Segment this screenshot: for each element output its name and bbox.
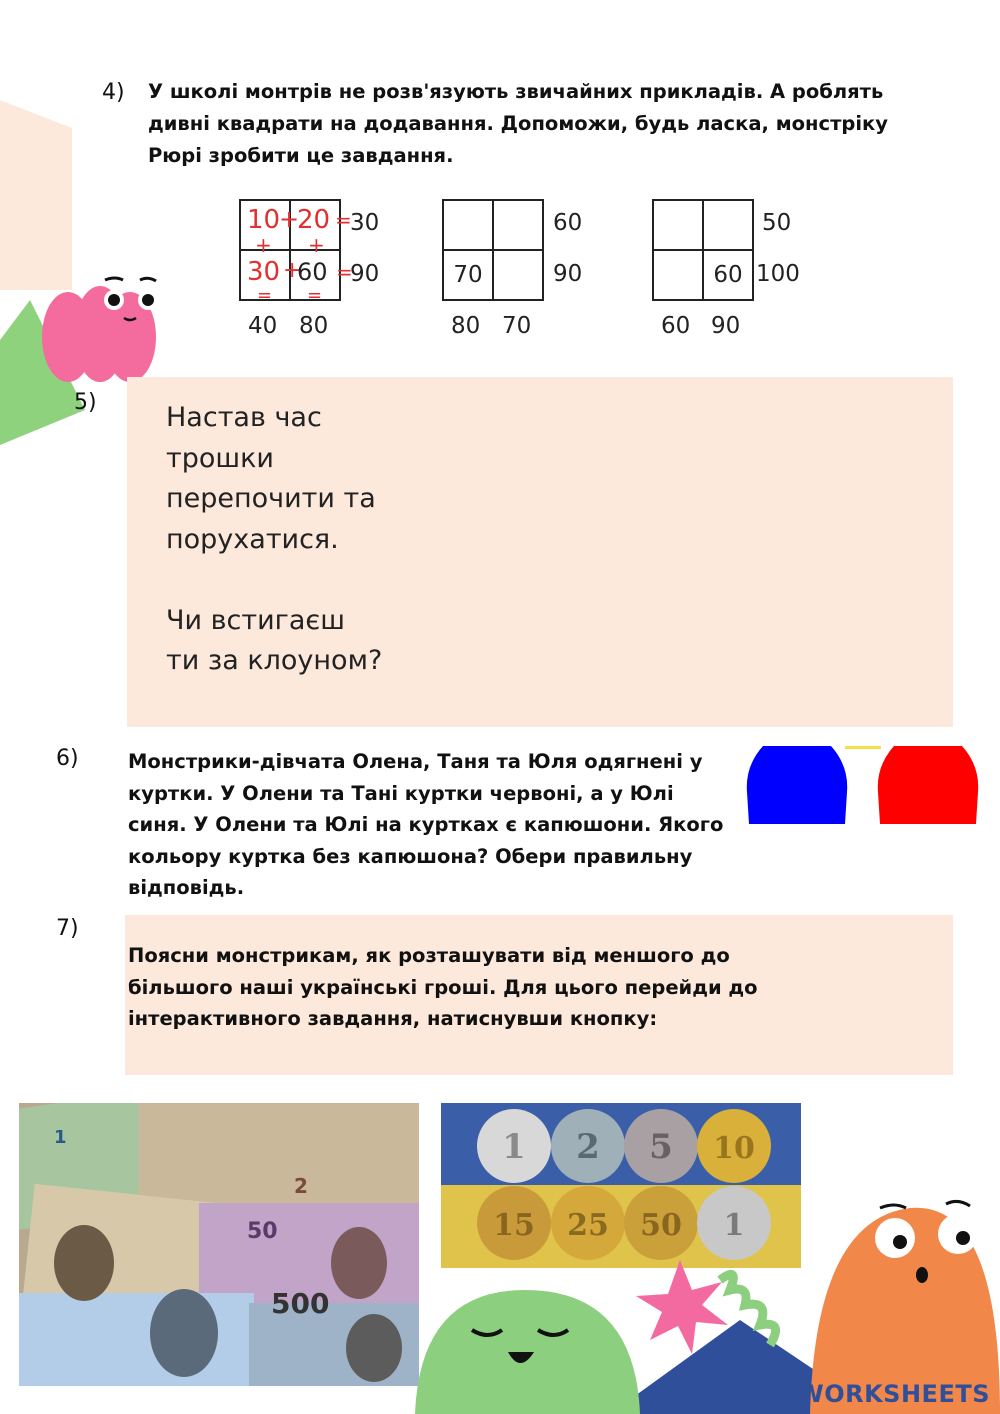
square-1-col-sum-2: 80: [299, 313, 329, 339]
square-1-plus-2: +: [283, 258, 302, 283]
question-7-text: Поясни монстрикам, як розташувати від меншого до більшого наші українські гроші. Для цього перейди до інтерактивного завдання, натиснувши кнопку:: [128, 944, 758, 1030]
square-2-cell-4[interactable]: [493, 250, 543, 300]
question-5-text: [166, 398, 382, 682]
question-4-number: 4): [102, 80, 125, 105]
square-1-equals-col-1: =: [257, 285, 273, 306]
square-3-col-sum-1: 60: [661, 313, 691, 339]
coin-15-label: 15: [493, 1208, 535, 1243]
square-1-plus-col-2: +: [308, 233, 325, 257]
coin-25-label: 25: [567, 1208, 609, 1243]
square-2-col-sum-2: 70: [502, 313, 532, 339]
square-1-cell-2: 20: [297, 205, 331, 235]
square-1-equals-1: =: [335, 208, 352, 232]
square-3-cell-4: 60: [703, 250, 753, 300]
coin-1-label: 1: [502, 1127, 526, 1167]
question-5-line-7: ти за клоуном?: [166, 645, 383, 676]
question-5-number: 5): [74, 390, 97, 415]
question-7-number: 7): [56, 916, 79, 941]
blue-answer-option[interactable]: [745, 746, 849, 824]
coin-10-label: 10: [713, 1131, 755, 1166]
blue-jacket-shape: [747, 746, 847, 824]
square-2-cell-3: 70: [443, 250, 493, 300]
square-2-cell-2[interactable]: [493, 200, 543, 250]
square-1-plus-1: +: [279, 205, 300, 233]
addition-square-2: [442, 199, 544, 301]
question-5-line-4: порухатися.: [166, 523, 339, 555]
square-1-equals-col-2: =: [307, 285, 323, 306]
square-3-row-sum-1: 50: [762, 210, 792, 236]
square-1-cell-1: 10: [247, 205, 281, 235]
square-1-equals-2: =: [336, 260, 353, 284]
square-3-cell-2[interactable]: [703, 200, 753, 250]
square-1-col-sum-1: 40: [248, 313, 278, 339]
liveworksheets-logo: LIVEWORKSHEETS: [736, 1380, 990, 1408]
question-4-text: У школі монтрів не розв'язують звичайних прикладів. А роблять дивні квадрати на додавання. Допоможи, будь ласка, монстріку Рюрі зробити це завдання.: [148, 80, 888, 167]
square-2-row-sum-1: 60: [553, 210, 583, 236]
square-2-cell-1[interactable]: [443, 200, 493, 250]
coin-5-label: 5: [649, 1127, 673, 1167]
square-1-row-sum-1: 30: [350, 210, 380, 236]
red-answer-option[interactable]: [876, 746, 980, 824]
question-5-line-2: трошки: [166, 442, 274, 474]
square-3-col-sum-2: 90: [711, 313, 741, 339]
square-1-cell-4: 60: [297, 258, 328, 286]
square-1-row-sum-2: 90: [350, 261, 380, 287]
addition-square-3: [652, 199, 754, 301]
square-3-cell-1[interactable]: [653, 200, 703, 250]
red-jacket-shape: [878, 746, 978, 824]
question-5-line-1: Настав час: [166, 402, 322, 433]
question-5-line-3: перепочити та: [166, 483, 376, 514]
banknote-500-label: 500: [271, 1287, 330, 1320]
coin-1-hryvnia-label: 1: [723, 1208, 745, 1243]
question-5-line-6: Чи встигаєш: [166, 604, 345, 636]
square-3-row-sum-2: 100: [756, 261, 800, 287]
question-6-text: Монстрики-дівчата Олена, Таня та Юля одягнені у куртки. У Олени та Тані куртки червоні, а у Юлі синя. У Олени та Юлі на куртках є капюшони. Якого кольору куртка без капюшона? Обери правильну відповідь.: [128, 750, 724, 899]
banknotes-photo: [19, 1103, 419, 1386]
pink-monster-illustration: [20, 272, 165, 387]
question-6-number: 6): [56, 746, 79, 771]
square-2-row-sum-2: 90: [553, 261, 583, 287]
banknote-50-label: 50: [247, 1219, 278, 1244]
question-5-line-5: [166, 560, 382, 601]
banknote-2-label: 2: [294, 1174, 308, 1198]
coin-50-label: 50: [640, 1208, 682, 1243]
square-3-cell-3[interactable]: [653, 250, 703, 300]
square-1-plus-col-1: +: [255, 233, 272, 257]
coin-2-label: 2: [576, 1127, 600, 1167]
square-1-cell-3: 30: [247, 257, 281, 287]
banknote-1-label: 1: [54, 1127, 67, 1148]
decorative-peach-shape: [0, 100, 75, 290]
square-2-col-sum-1: 80: [451, 313, 481, 339]
